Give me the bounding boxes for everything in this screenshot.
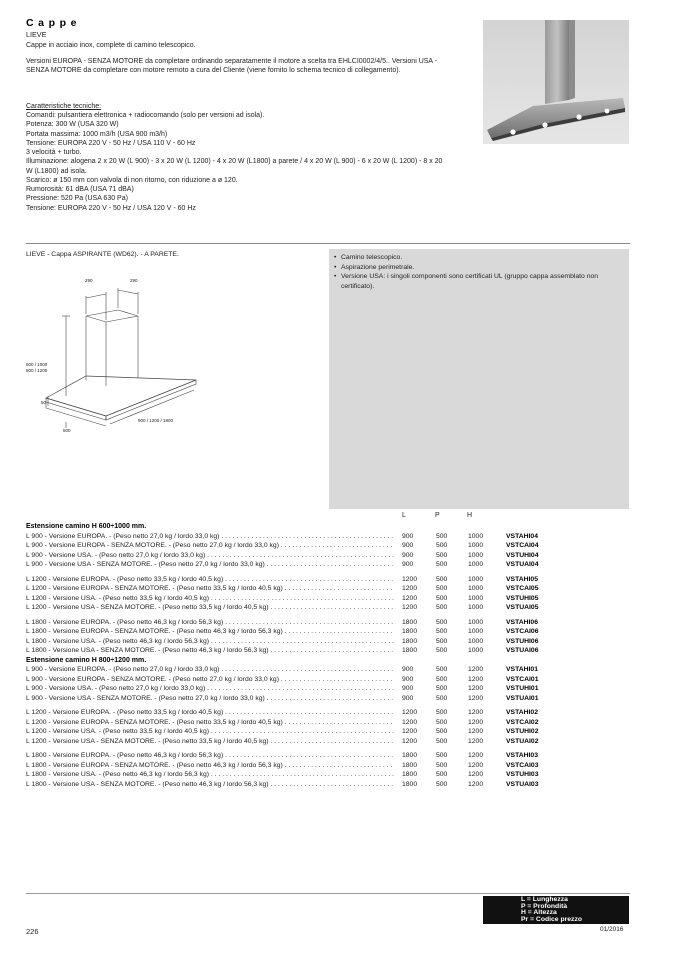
row-description: L 1200 - Versione EUROPA - SENZA MOTORE. - (Peso netto 33,5 kg / lordo 40,5 kg) . . . bbox=[26, 584, 394, 594]
table-row bbox=[26, 694, 630, 704]
table-row bbox=[26, 727, 630, 737]
row-description: L 1800 - Versione USA. - (Peso netto 46,3 kg / lordo 56,3 kg) . . . bbox=[26, 770, 394, 780]
table-row bbox=[26, 532, 630, 542]
row-description: L 900 - Versione EUROPA. - (Peso netto 27,0 kg / lordo 33,0 kg) . . . bbox=[26, 665, 394, 675]
row-code: VSTAHI02 bbox=[506, 709, 538, 716]
row-depth: 500 bbox=[436, 752, 448, 759]
row-code: VSTCAI05 bbox=[506, 585, 539, 592]
row-code: VSTCAI01 bbox=[506, 675, 539, 683]
table-row bbox=[26, 665, 630, 675]
row-description: L 1800 - Versione USA. - (Peso netto 46,3 kg / lordo 56,3 kg) . . . bbox=[26, 637, 394, 647]
table-row bbox=[26, 603, 630, 613]
table-row bbox=[26, 560, 630, 570]
technical-drawing bbox=[26, 268, 216, 443]
spec-line: Comandi: pulsantiera elettronica + radiocomando (solo per versioni ad isola). bbox=[26, 112, 265, 120]
table-row bbox=[26, 584, 630, 594]
feature-item: • Versione USA: i singoli componenti sono certificati UL (gruppo cappa assemblato non certificato). bbox=[333, 272, 625, 291]
row-code: VSTCAI03 bbox=[506, 761, 539, 769]
row-height: 1200 bbox=[468, 675, 484, 683]
spec-line: Portata massima: 1000 m3/h (USA 900 m3/h) bbox=[26, 130, 168, 138]
row-length: 1200 bbox=[402, 709, 418, 716]
table-row bbox=[26, 551, 630, 561]
row-height: 1000 bbox=[468, 585, 484, 592]
row-description: L 1200 - Versione USA - SENZA MOTORE. - (Peso netto 33,5 kg / lordo 40,5 kg) . . . bbox=[26, 603, 394, 613]
row-depth: 500 bbox=[436, 561, 448, 568]
row-length: 900 bbox=[402, 561, 414, 568]
row-code: VSTUAI03 bbox=[506, 780, 539, 788]
spec-line: Potenza: 300 W (USA 320 W) bbox=[26, 121, 119, 129]
row-height: 1000 bbox=[468, 628, 484, 635]
page-number: 226 bbox=[26, 927, 39, 936]
dim-height bbox=[26, 362, 47, 374]
dim-depth: 500 bbox=[63, 428, 71, 433]
row-height: 1200 bbox=[468, 752, 484, 759]
row-length: 1200 bbox=[402, 585, 418, 592]
row-height: 1200 bbox=[468, 761, 484, 769]
row-code: VSTAHI01 bbox=[506, 666, 538, 673]
row-height: 1200 bbox=[468, 666, 484, 673]
row-height: 1000 bbox=[468, 618, 484, 626]
row-height: 1200 bbox=[468, 718, 484, 726]
section-divider bbox=[26, 243, 630, 244]
spec-line: Tensione: EUROPA 220 V - 50 Hz / USA 120 V - 60 Hz bbox=[26, 204, 196, 212]
legend-item-h: H = Altezza bbox=[521, 909, 557, 916]
row-code: VSTCAI02 bbox=[506, 718, 539, 726]
row-code: VSTAHI06 bbox=[506, 618, 538, 626]
row-description: L 900 - Versione USA - SENZA MOTORE. - (Peso netto 27,0 kg / lordo 33,0 kg) . . . bbox=[26, 694, 394, 704]
dim-width: 900 / 1200 / 1800 bbox=[138, 418, 174, 423]
row-length: 1800 bbox=[402, 637, 418, 645]
row-code: VSTAHI03 bbox=[506, 752, 538, 759]
row-length: 1200 bbox=[402, 604, 418, 611]
row-length: 900 bbox=[402, 675, 414, 683]
table-row bbox=[26, 575, 630, 585]
row-length: 1800 bbox=[402, 647, 418, 654]
row-length: 1800 bbox=[402, 771, 418, 778]
row-height: 1200 bbox=[468, 709, 484, 716]
row-code: VSTAHI04 bbox=[506, 532, 538, 540]
dim-top-left: 290 bbox=[85, 278, 93, 283]
table-row bbox=[26, 618, 630, 628]
row-length: 1200 bbox=[402, 594, 418, 602]
row-height: 1000 bbox=[468, 637, 484, 645]
table-row bbox=[26, 594, 630, 604]
column-header-p: P bbox=[435, 512, 440, 519]
table-row bbox=[26, 718, 630, 728]
table-row bbox=[26, 708, 630, 718]
group-title: Estensione camino H 800÷1200 mm. bbox=[26, 656, 147, 664]
row-description: L 900 - Versione USA. - (Peso netto 27,0 kg / lordo 33,0 kg) . . . bbox=[26, 551, 394, 561]
feature-item: • Aspirazione perimetrale. bbox=[333, 263, 625, 273]
row-description: L 900 - Versione EUROPA. - (Peso netto 27,0 kg / lordo 33,0 kg) . . . bbox=[26, 532, 394, 542]
row-depth: 500 bbox=[436, 718, 448, 726]
spec-line: Tensione: EUROPA 220 V - 50 Hz / USA 110 V - 60 Hz bbox=[26, 139, 196, 147]
specs-heading: Caratteristiche tecniche: bbox=[26, 103, 102, 110]
row-code: VSTCAI04 bbox=[506, 542, 539, 549]
table-row bbox=[26, 751, 630, 761]
row-length: 900 bbox=[402, 666, 414, 673]
row-length: 900 bbox=[402, 532, 414, 540]
page-title: Cappe bbox=[26, 17, 82, 29]
row-code: VSTUHI04 bbox=[506, 551, 539, 559]
table-row bbox=[26, 646, 630, 656]
row-description: L 1200 - Versione USA - SENZA MOTORE. - (Peso netto 33,5 kg / lordo 40,5 kg) . . . bbox=[26, 737, 394, 747]
row-depth: 500 bbox=[436, 728, 448, 735]
legend-item-pr: Pr = Codice prezzo bbox=[521, 915, 582, 923]
row-height: 1000 bbox=[468, 542, 484, 549]
group-title: Estensione camino H 600÷1000 mm. bbox=[26, 523, 147, 530]
table-row bbox=[26, 637, 630, 647]
intro-text bbox=[26, 41, 446, 83]
row-description: L 1200 - Versione EUROPA. - (Peso netto 33,5 kg / lordo 40,5 kg) . . . bbox=[26, 575, 394, 585]
row-height: 1200 bbox=[468, 694, 484, 702]
row-code: VSTUAI04 bbox=[506, 561, 539, 568]
row-depth: 500 bbox=[436, 780, 448, 788]
row-code: VSTUAI06 bbox=[506, 647, 539, 654]
table-row bbox=[26, 780, 630, 790]
row-code: VSTUHI01 bbox=[506, 685, 539, 692]
intro-line-1: Cappe in acciaio inox, complete di camino telescopico. bbox=[26, 42, 196, 49]
row-length: 900 bbox=[402, 551, 414, 559]
row-depth: 500 bbox=[436, 594, 448, 602]
row-height: 1000 bbox=[468, 647, 484, 654]
dim-height-2: 800 / 1200 bbox=[26, 368, 48, 373]
row-height: 1000 bbox=[468, 604, 484, 611]
legend-box bbox=[483, 896, 629, 924]
row-depth: 500 bbox=[436, 771, 448, 778]
technical-specs bbox=[26, 102, 446, 213]
row-description: L 900 - Versione EUROPA - SENZA MOTORE. - (Peso netto 27,0 kg / lordo 33,0 kg) . . . bbox=[26, 541, 394, 551]
intro-line-2: Versioni EUROPA - SENZA MOTORE da completare ordinando separatamente il motore a scelta tra EHLCI0002/4/5.. Versioni USA - SENZA MOTORE da completare con motore remoto a cura del Cliente (viene fornito lo schema tecnico di collegamento). bbox=[26, 58, 437, 75]
row-description: L 1800 - Versione EUROPA - SENZA MOTORE. - (Peso netto 46,3 kg / lordo 56,3 kg) . . . bbox=[26, 627, 394, 637]
row-description: L 1200 - Versione USA. - (Peso netto 33,5 kg / lordo 40,5 kg) . . . bbox=[26, 594, 394, 604]
spec-line: Scarico: ø 150 mm con valvola di non ritorno, con riduzione a ø 120. bbox=[26, 176, 238, 184]
row-length: 1200 bbox=[402, 737, 418, 745]
row-description: L 1200 - Versione USA. - (Peso netto 33,5 kg / lordo 40,5 kg) . . . bbox=[26, 727, 394, 737]
row-depth: 500 bbox=[436, 575, 448, 583]
row-depth: 500 bbox=[436, 675, 448, 683]
row-height: 1200 bbox=[468, 728, 484, 735]
row-length: 1200 bbox=[402, 718, 418, 726]
table-row bbox=[26, 761, 630, 771]
row-height: 1000 bbox=[468, 551, 484, 559]
row-description: L 1800 - Versione EUROPA. - (Peso netto 46,3 kg / lordo 56,3 kg) . . . bbox=[26, 618, 394, 628]
row-length: 900 bbox=[402, 694, 414, 702]
table-row bbox=[26, 627, 630, 637]
row-depth: 500 bbox=[436, 628, 448, 635]
row-height: 1000 bbox=[468, 561, 484, 568]
row-depth: 500 bbox=[436, 542, 448, 549]
column-header-l: L bbox=[402, 512, 406, 519]
row-depth: 500 bbox=[436, 604, 448, 611]
dim-base: 50 bbox=[41, 400, 47, 405]
feature-list bbox=[333, 253, 625, 291]
row-length: 1200 bbox=[402, 575, 418, 583]
row-description: L 1800 - Versione USA - SENZA MOTORE. - (Peso netto 46,3 kg / lordo 56,3 kg) . . . bbox=[26, 646, 394, 656]
row-code: VSTUHI05 bbox=[506, 594, 539, 602]
row-depth: 500 bbox=[436, 618, 448, 626]
table-row bbox=[26, 684, 630, 694]
dim-top-right: 290 bbox=[130, 278, 138, 283]
row-height: 1000 bbox=[468, 594, 484, 602]
table-row bbox=[26, 541, 630, 551]
row-depth: 500 bbox=[436, 685, 448, 692]
row-description: L 1800 - Versione EUROPA. - (Peso netto 46,3 kg / lordo 56,3 kg) . . . bbox=[26, 751, 394, 761]
column-header-h: H bbox=[467, 512, 473, 519]
row-code: VSTUAI01 bbox=[506, 694, 539, 702]
row-description: L 1800 - Versione EUROPA - SENZA MOTORE. - (Peso netto 46,3 kg / lordo 56,3 kg) . . . bbox=[26, 761, 394, 771]
table-row bbox=[26, 770, 630, 780]
drawing-caption: LIEVE - Cappa ASPIRANTE (WD62). - A PARETE. bbox=[26, 251, 179, 258]
spec-line: Illuminazione: alogena 2 x 20 W (L 900) - 3 x 20 W (L 1200) - 4 x 20 W (L1800) a parete / 4 x 20 W (L 900) - 6 x 20 W (L 1200) - 8 x 20 W (L1800) ad isola. bbox=[26, 158, 443, 175]
spec-line: Pressione: 520 Pa (USA 630 Pa) bbox=[26, 195, 128, 203]
row-code: VSTUHI06 bbox=[506, 637, 539, 645]
row-height: 1200 bbox=[468, 780, 484, 788]
row-height: 1200 bbox=[468, 737, 484, 745]
row-code: VSTUAI02 bbox=[506, 737, 539, 745]
row-height: 1000 bbox=[468, 532, 484, 540]
product-photo bbox=[483, 20, 629, 144]
table-row bbox=[26, 675, 630, 685]
row-code: VSTCAI06 bbox=[506, 628, 539, 635]
product-table bbox=[26, 522, 630, 789]
row-depth: 500 bbox=[436, 761, 448, 769]
row-description: L 900 - Versione EUROPA - SENZA MOTORE. - (Peso netto 27,0 kg / lordo 33,0 kg) . . . bbox=[26, 675, 394, 685]
row-description: L 1800 - Versione USA - SENZA MOTORE. - (Peso netto 46,3 kg / lordo 56,3 kg) . . . bbox=[26, 780, 394, 790]
row-description: L 900 - Versione USA - SENZA MOTORE. - (Peso netto 27,0 kg / lordo 33,0 kg) . . . bbox=[26, 560, 394, 570]
legend-item-l: L = Lunghezza bbox=[521, 896, 568, 903]
row-depth: 500 bbox=[436, 666, 448, 673]
row-depth: 500 bbox=[436, 585, 448, 592]
row-depth: 500 bbox=[436, 709, 448, 716]
row-depth: 500 bbox=[436, 637, 448, 645]
footer-divider bbox=[26, 893, 630, 894]
row-length: 1800 bbox=[402, 628, 418, 635]
row-depth: 500 bbox=[436, 694, 448, 702]
row-depth: 500 bbox=[436, 647, 448, 654]
edition-date: 01/2016 bbox=[600, 926, 624, 933]
row-description: L 1200 - Versione EUROPA - SENZA MOTORE. - (Peso netto 33,5 kg / lordo 40,5 kg) . . . bbox=[26, 718, 394, 728]
table-row bbox=[26, 737, 630, 747]
legend-item-p: P = Profondità bbox=[521, 902, 568, 910]
row-height: 1200 bbox=[468, 771, 484, 778]
row-length: 900 bbox=[402, 542, 414, 549]
feature-item: • Camino telescopico. bbox=[333, 253, 625, 263]
row-length: 1800 bbox=[402, 780, 418, 788]
row-length: 1800 bbox=[402, 618, 418, 626]
features-box bbox=[329, 249, 629, 509]
row-code: VSTUAI05 bbox=[506, 604, 539, 611]
spec-line: Rumorosità: 61 dBA (USA 71 dBA) bbox=[26, 186, 134, 194]
row-length: 1800 bbox=[402, 752, 418, 759]
row-description: L 1200 - Versione EUROPA. - (Peso netto 33,5 kg / lordo 40,5 kg) . . . bbox=[26, 708, 394, 718]
row-length: 1800 bbox=[402, 761, 418, 769]
dim-height-1: 600 / 1000 bbox=[26, 362, 48, 367]
row-code: VSTUHI02 bbox=[506, 728, 539, 735]
row-length: 1200 bbox=[402, 728, 418, 735]
row-height: 1200 bbox=[468, 685, 484, 692]
row-description: L 900 - Versione USA. - (Peso netto 27,0 kg / lordo 33,0 kg) . . . bbox=[26, 684, 394, 694]
row-depth: 500 bbox=[436, 737, 448, 745]
product-name: LIEVE bbox=[26, 30, 47, 39]
row-length: 900 bbox=[402, 685, 414, 692]
row-code: VSTUHI03 bbox=[506, 771, 539, 778]
row-depth: 500 bbox=[436, 532, 448, 540]
spec-line: 3 velocità + turbo. bbox=[26, 149, 82, 157]
row-code: VSTAHI05 bbox=[506, 575, 538, 583]
row-depth: 500 bbox=[436, 551, 448, 559]
row-height: 1000 bbox=[468, 575, 484, 583]
